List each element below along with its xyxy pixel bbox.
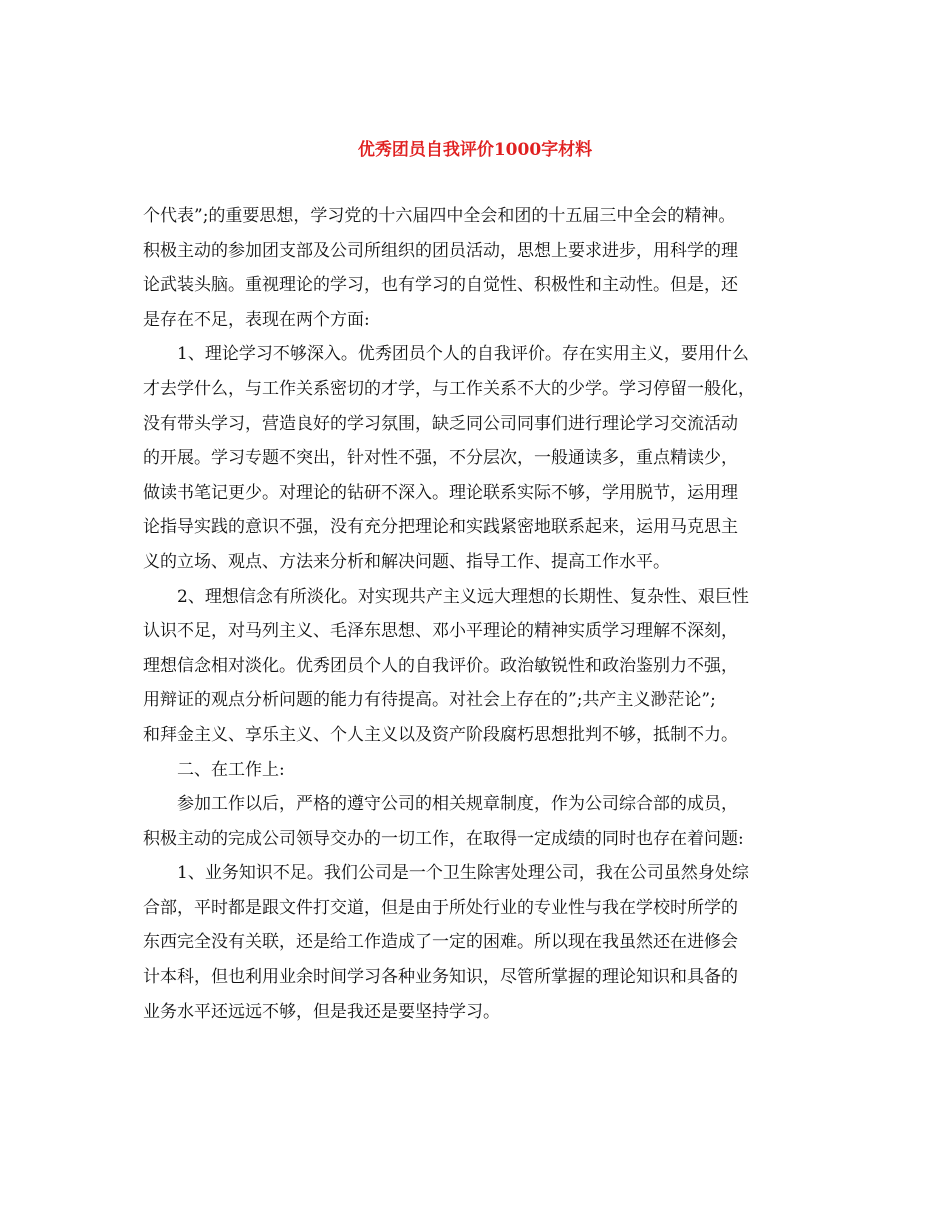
text-line: 东西完全没有关联，还是给工作造成了一定的困难。所以现在我虽然还在进修会 <box>143 932 738 953</box>
text-line: 个代表”;的重要思想，学习党的十六届四中全会和团的十五届三中全会的精神。 <box>143 206 736 226</box>
text-line: 和拜金主义、享乐主义、个人主义以及资产阶段腐朽思想批判不够，抵制不力。 <box>143 724 738 745</box>
text-line: 1、理论学习不够深入。优秀团员个人的自我评价。存在实用主义，要用什么 <box>177 344 749 365</box>
text-line: 积极主动的参加团支部及公司所组织的团员活动，思想上要求进步，用科学的理 <box>143 240 738 261</box>
text-line: 2、理想信念有所淡化。对实现共产主义远大理想的长期性、复杂性、艰巨性 <box>177 586 749 607</box>
text-line: 业务水平还远远不够，但是我还是要坚持学习。 <box>143 1001 500 1022</box>
text-line: 才去学什么，与工作关系密切的才学，与工作关系不大的少学。学习停留一般化， <box>143 378 755 399</box>
text-line: 义的立场、观点、方法来分析和解决问题、指导工作、提高工作水平。 <box>143 551 670 572</box>
text-line: 参加工作以后，严格的遵守公司的相关规章制度，作为公司综合部的成员， <box>177 794 738 815</box>
text-line: 理想信念相对淡化。优秀团员个人的自我评价。政治敏锐性和政治鉴别力不强， <box>143 655 738 676</box>
text-line: 是存在不足，表现在两个方面: <box>143 309 370 330</box>
text-line: 论武装头脑。重视理论的学习，也有学习的自觉性、积极性和主动性。但是，还 <box>143 275 738 296</box>
text-line: 论指导实践的意识不强，没有充分把理论和实践紧密地联系起来，运用马克思主 <box>143 517 738 538</box>
text-line: 计本科，但也利用业余时间学习各种业务知识，尽管所掌握的理论知识和具备的 <box>143 967 738 988</box>
text-line: 做读书笔记更少。对理论的钻研不深入。理论联系实际不够，学用脱节，运用理 <box>143 482 738 503</box>
text-line: 用辩证的观点分析问题的能力有待提高。对社会上存在的”;共产主义渺茫论”; <box>143 690 716 711</box>
document-title: 优秀团员自我评价1000字材料 <box>357 140 593 160</box>
document-body <box>143 199 803 1029</box>
text-line: 没有带头学习，营造良好的学习氛围，缺乏同公司同事们进行理论学习交流活动 <box>143 413 738 434</box>
text-line: 1、业务知识不足。我们公司是一个卫生除害处理公司，我在公司虽然身处综 <box>177 863 749 884</box>
text-line: 认识不足，对马列主义、毛泽东思想、邓小平理论的精神实质学习理解不深刻， <box>143 621 738 642</box>
text-line: 二、在工作上: <box>177 759 285 780</box>
text-line: 的开展。学习专题不突出，针对性不强，不分层次，一般通读多，重点精读少， <box>143 448 738 469</box>
text-line: 积极主动的完成公司领导交办的一切工作，在取得一定成绩的同时也存在着问题: <box>143 828 744 849</box>
text-line: 合部，平时都是跟文件打交道，但是由于所处行业的专业性与我在学校时所学的 <box>143 897 738 918</box>
